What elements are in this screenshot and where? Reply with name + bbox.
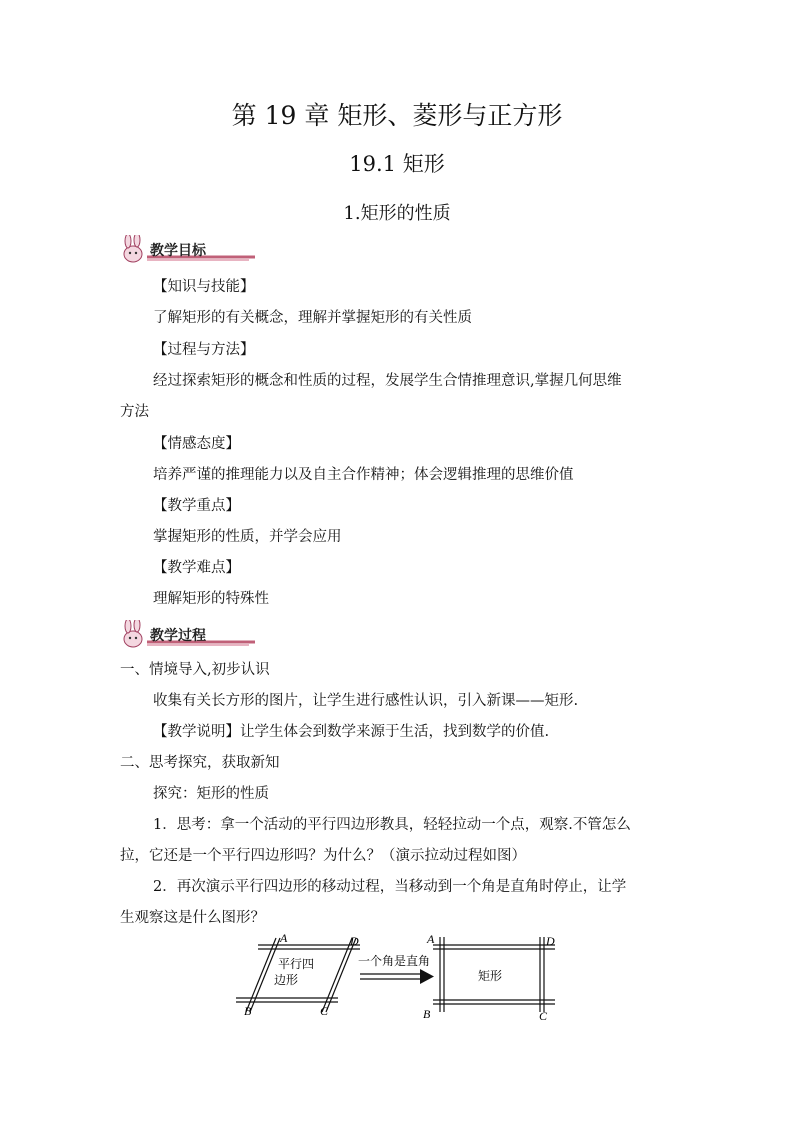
- goals-badge: [117, 235, 259, 265]
- parallelogram-label-2: 边形: [274, 973, 299, 987]
- lesson-title: 1.矩形的性质: [343, 203, 451, 224]
- section-title: 19.1 矩形: [349, 152, 445, 176]
- key-point-text: 掌握矩形的性质，并学会应用: [153, 529, 342, 545]
- process-method-text: 经过探索矩形的概念和性质的过程，发展学生合情推理意识,掌握几何思维: [153, 373, 622, 389]
- process-method-text-cont: 方法: [120, 404, 149, 420]
- arrow-label: 一个角是直角: [358, 954, 431, 968]
- vertex-label-c: C: [539, 1009, 548, 1022]
- question1-line1: 1．思考：拿一个活动的平行四边形教具，轻轻拉动一个点，观察.不管怎么: [153, 817, 631, 833]
- difficulty-heading: 【教学难点】: [153, 560, 240, 576]
- process-badge-label: 教学过程: [150, 628, 206, 644]
- vertex-label-a: A: [280, 932, 288, 945]
- process-badge: [117, 620, 259, 650]
- key-point-heading: 【教学重点】: [153, 498, 240, 514]
- attitude-text: 培养严谨的推理能力以及自主合作精神；体会逻辑推理的思维价值: [153, 467, 574, 483]
- attitude-heading: 【情感态度】: [153, 436, 240, 452]
- vertex-label-b: B: [244, 1004, 252, 1018]
- right-arrow-icon: [360, 969, 434, 984]
- question2-line1: 2．再次演示平行四边形的移动过程，当移动到一个角是直角时停止，让学: [153, 879, 627, 895]
- knowledge-heading: 【知识与技能】: [153, 279, 255, 295]
- parallelogram-to-rectangle-figure: [230, 932, 570, 1022]
- step2-heading: 二、思考探究，获取新知: [120, 755, 280, 771]
- question2-line2: 生观察这是什么图形？: [120, 910, 265, 926]
- question1-line2: 拉，它还是一个平行四边形吗？为什么？（演示拉动过程如图）: [120, 848, 526, 864]
- goals-badge-label: 教学目标: [150, 243, 206, 259]
- parallelogram-label-1: 平行四: [278, 957, 315, 971]
- vertex-label-d: D: [546, 934, 555, 948]
- explore-text: 探究：矩形的性质: [153, 786, 269, 802]
- step1-heading: 一、情境导入,初步认识: [120, 662, 270, 678]
- vertex-label-d: D: [350, 934, 359, 948]
- process-method-heading: 【过程与方法】: [153, 342, 255, 358]
- rectangle-label: 矩形: [478, 969, 503, 983]
- vertex-label-b: B: [423, 1007, 431, 1021]
- chapter-title: 第 19 章 矩形、菱形与正方形: [231, 101, 563, 130]
- vertex-label-a: A: [427, 932, 435, 946]
- vertex-label-c: C: [320, 1004, 329, 1018]
- step1-note: 【教学说明】让学生体会到数学来源于生活，找到数学的价值.: [153, 724, 550, 740]
- step1-text: 收集有关长方形的图片，让学生进行感性认识，引入新课——矩形.: [153, 693, 579, 709]
- difficulty-text: 理解矩形的特殊性: [153, 591, 269, 607]
- knowledge-text: 了解矩形的有关概念，理解并掌握矩形的有关性质: [153, 310, 472, 326]
